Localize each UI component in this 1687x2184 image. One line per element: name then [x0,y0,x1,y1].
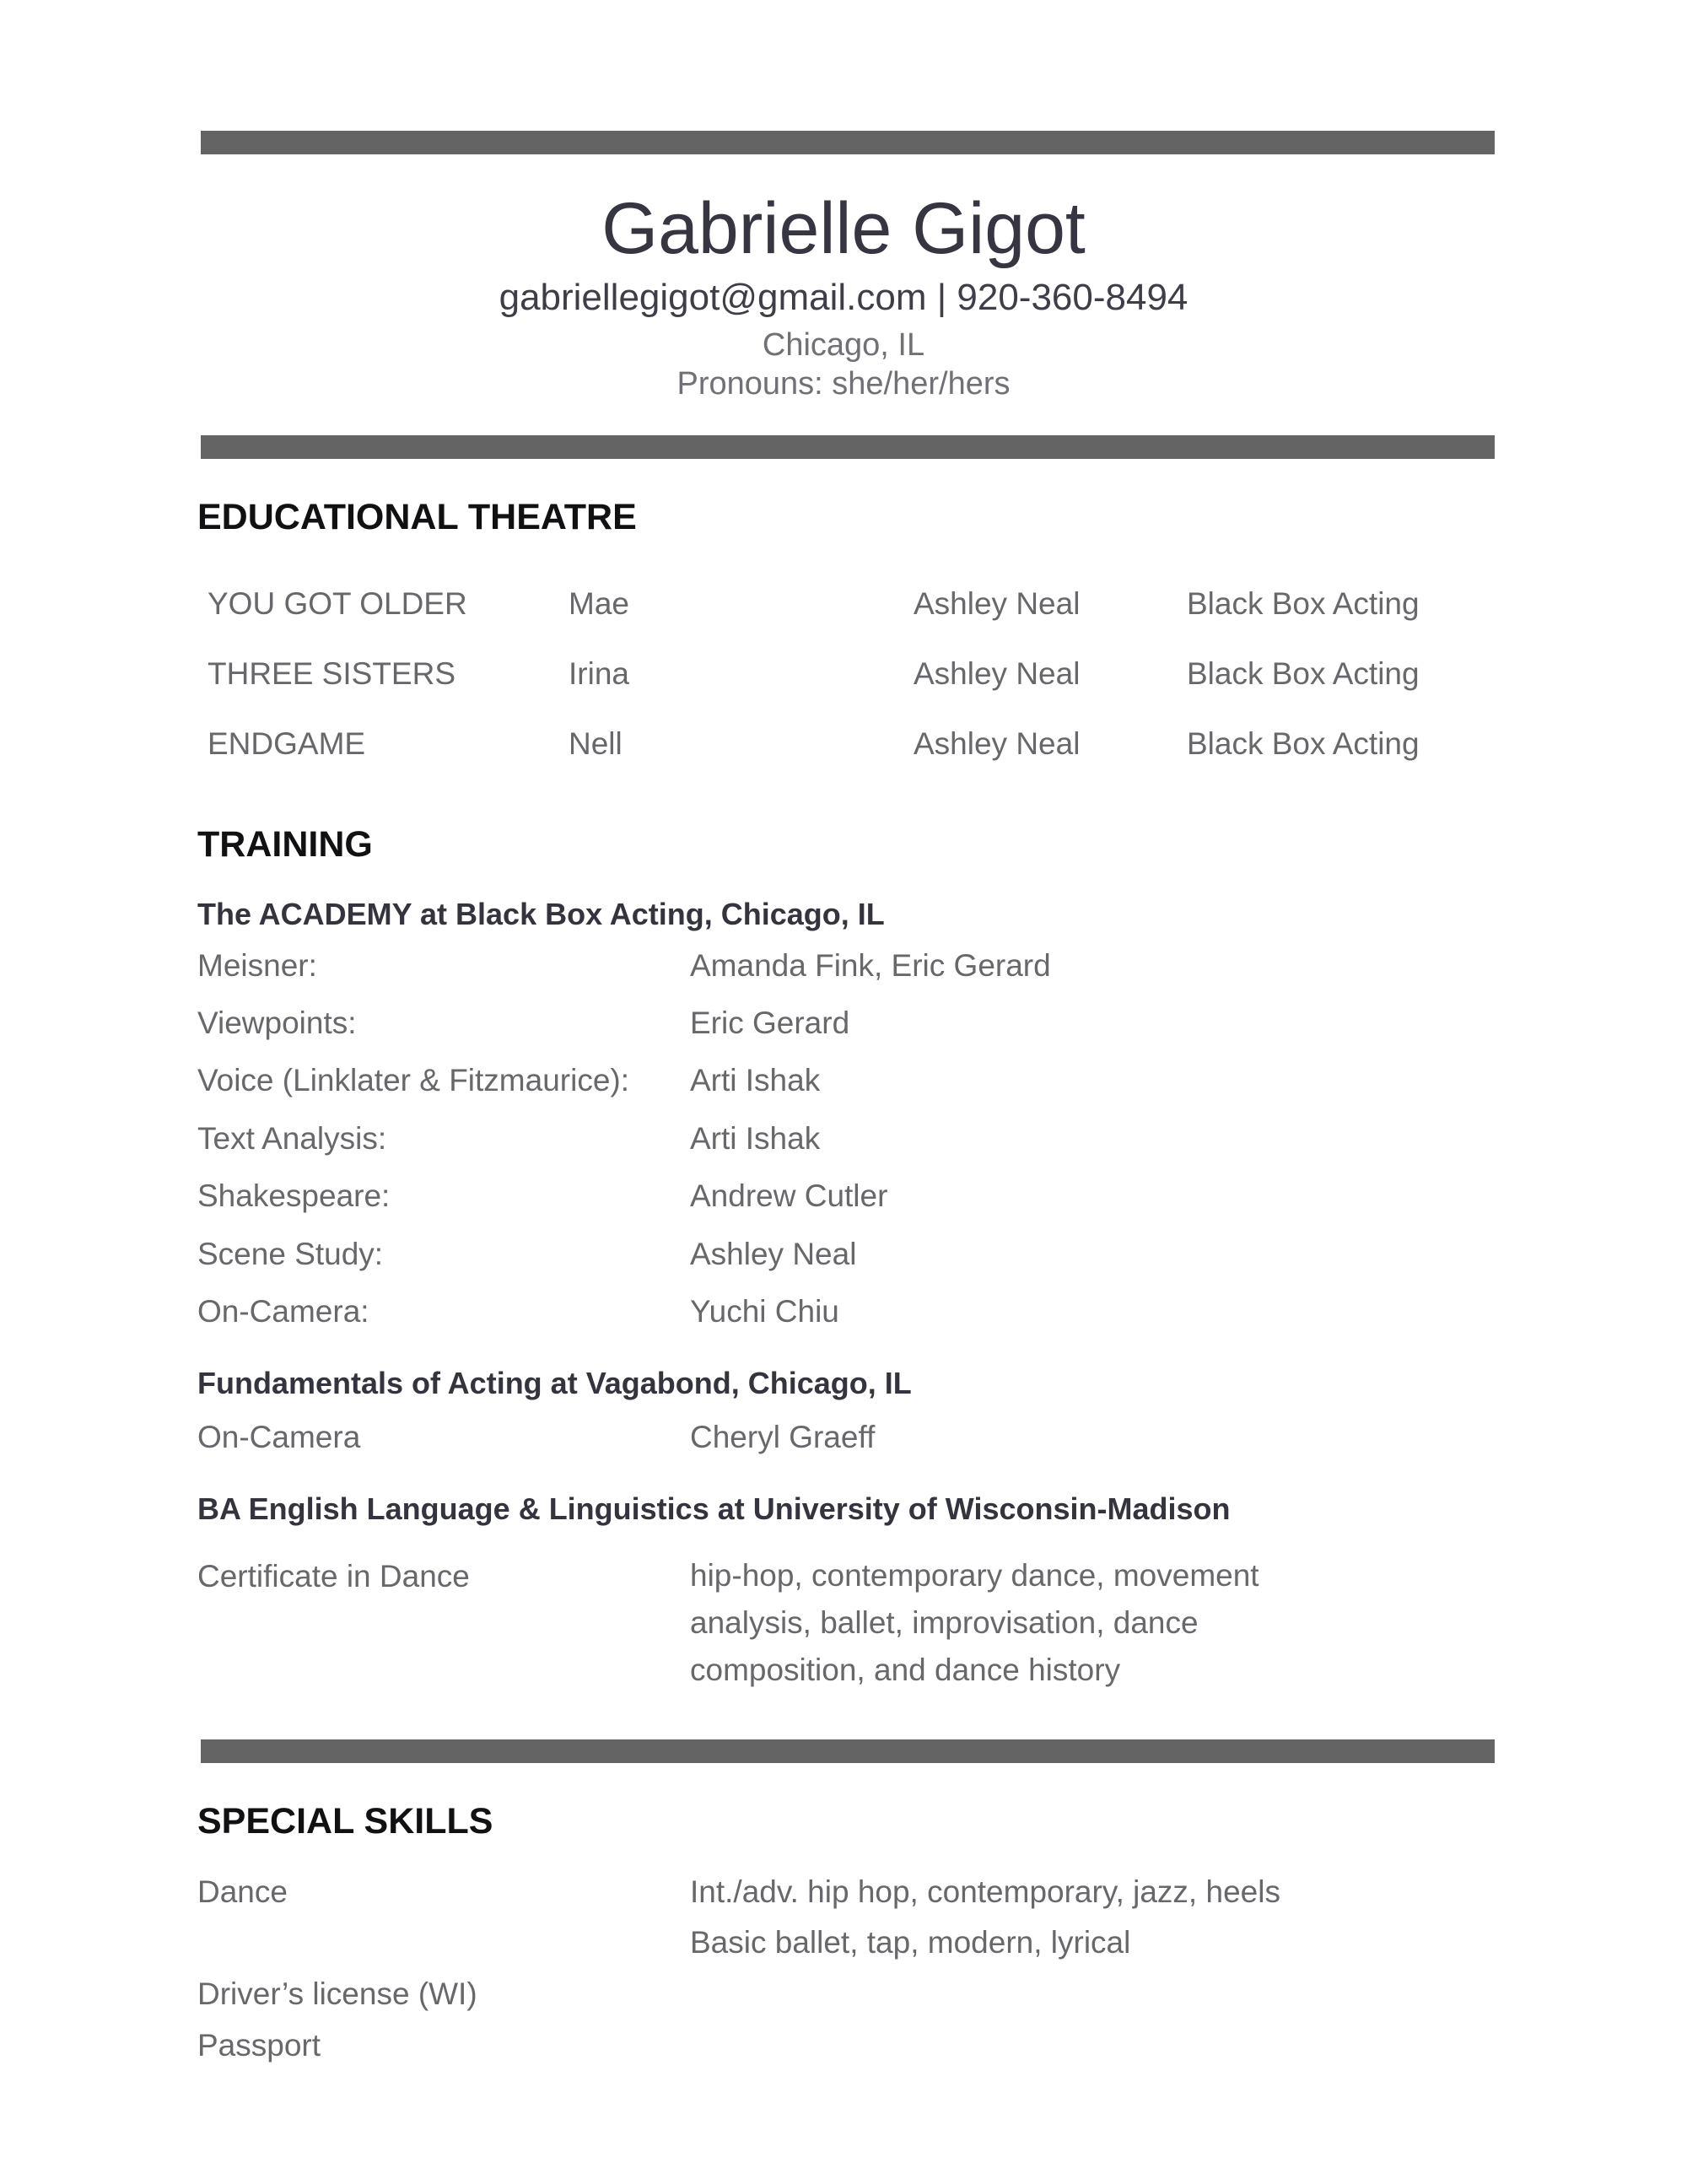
role: Nell [569,726,623,761]
training-teacher: Andrew Cutler [690,1178,888,1213]
skill-label-dance: Dance [197,1874,288,1909]
director: Ashley Neal [914,656,1081,691]
role: Mae [569,586,629,621]
training-teacher: Ashley Neal [690,1237,857,1271]
skill-passport: Passport [197,2028,321,2063]
training-teacher: Amanda Fink, Eric Gerard [690,948,1051,983]
training-heading-academy: The ACADEMY at Black Box Acting, Chicago, IL [197,897,885,931]
skill-drivers-license: Driver’s license (WI) [197,1976,477,2011]
header-divider [201,435,1495,459]
director: Ashley Neal [914,586,1081,621]
venue: Black Box Acting [1187,586,1420,621]
show-title: ENDGAME [208,726,366,761]
section-title-educational-theatre: EDUCATIONAL THEATRE [197,497,637,537]
training-heading-university: BA English Language & Linguistics at University of Wisconsin-Madison [197,1491,1231,1526]
training-subject: Voice (Linklater & Fitzmaurice): [197,1063,630,1097]
venue: Black Box Acting [1187,656,1420,691]
role: Irina [569,656,629,691]
training-subject: Shakespeare: [197,1178,391,1213]
section-title-training: TRAINING [197,824,373,865]
venue: Black Box Acting [1187,726,1420,761]
dance-skills-line-1: Int./adv. hip hop, contemporary, jazz, heels [690,1874,1280,1909]
training-subject: On-Camera [197,1420,361,1454]
page-title: Gabrielle Gigot [601,188,1086,269]
show-title: YOU GOT OLDER [208,586,467,621]
location: Chicago, IL [762,327,925,363]
dance-skills-line-2: Basic ballet, tap, modern, lyrical [690,1925,1131,1960]
training-subject: Meisner: [197,948,317,983]
training-teacher: Arti Ishak [690,1121,821,1156]
skills-divider [201,1739,1495,1763]
show-title: THREE SISTERS [208,656,455,691]
training-subject: Text Analysis: [197,1121,387,1156]
training-teacher: Eric Gerard [690,1006,850,1040]
top-divider [201,131,1495,154]
training-teacher: Arti Ishak [690,1063,821,1097]
training-subject: Scene Study: [197,1237,384,1271]
training-teacher: Cheryl Graeff [690,1420,876,1454]
training-subject: On-Camera: [197,1294,369,1329]
pronouns: Pronouns: she/her/hers [676,366,1011,402]
contact-line: gabriellegigot@gmail.com | 920-360-8494 [499,277,1188,318]
training-teacher: Yuchi Chiu [690,1294,839,1329]
certificate-label: Certificate in Dance [197,1559,470,1594]
certificate-details: hip-hop, contemporary dance, movement analysis, ballet, improvisation, dance composition, and dance history [690,1558,1259,1687]
section-title-special-skills: SPECIAL SKILLS [197,1801,493,1842]
director: Ashley Neal [914,726,1081,761]
training-heading-vagabond: Fundamentals of Acting at Vagabond, Chicago, IL [197,1366,912,1400]
training-subject: Viewpoints: [197,1006,357,1040]
